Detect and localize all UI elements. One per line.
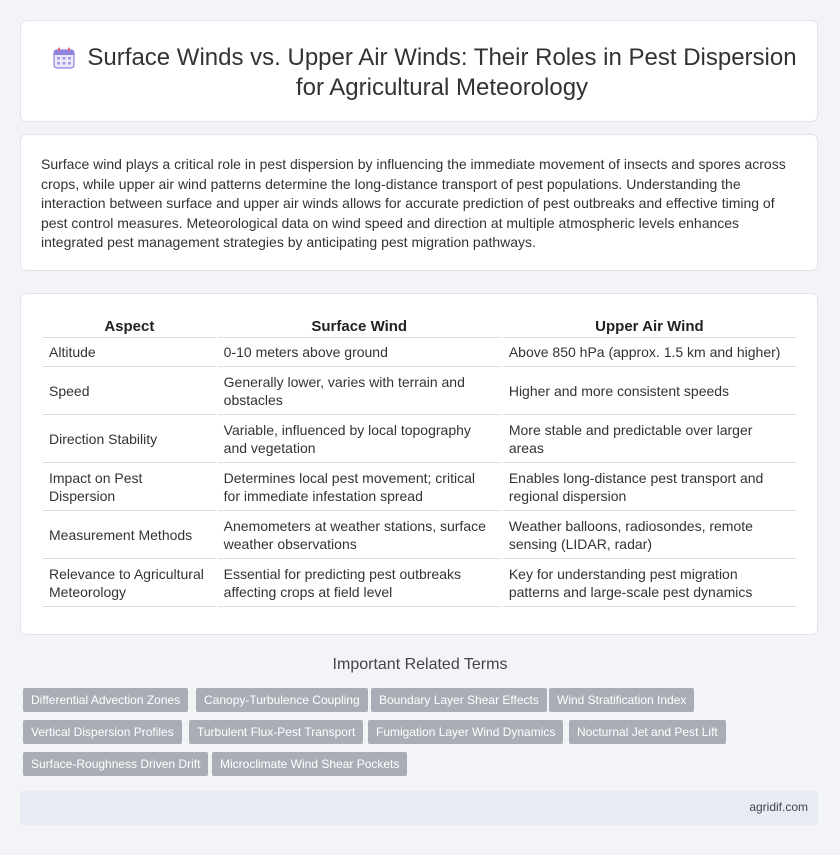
cell-aspect: Measurement Methods: [43, 511, 216, 559]
header-aspect: Aspect: [43, 314, 216, 338]
term-tag[interactable]: Canopy-Turbulence Coupling: [196, 688, 368, 712]
term-tag[interactable]: Fumigation Layer Wind Dynamics: [368, 720, 563, 744]
cell-upper: More stable and predictable over larger areas: [503, 415, 796, 463]
table-row: [43, 415, 796, 463]
cell-upper: Above 850 hPa (approx. 1.5 km and higher): [503, 338, 796, 367]
term-tag[interactable]: Surface-Roughness Driven Drift: [23, 752, 208, 776]
cell-aspect: Speed: [43, 367, 216, 415]
term-tag[interactable]: Boundary Layer Shear Effects: [371, 688, 547, 712]
term-tag[interactable]: Turbulent Flux-Pest Transport: [189, 720, 363, 744]
cell-upper: Enables long-distance pest transport and regional dispersion: [503, 463, 796, 511]
term-tag[interactable]: Nocturnal Jet and Pest Lift: [569, 720, 726, 744]
comparison-table: [41, 314, 798, 607]
table-row: [43, 463, 796, 511]
cell-aspect: Relevance to Agricultural Meteorology: [43, 559, 216, 607]
table-row: [43, 338, 796, 367]
table-row: [43, 559, 796, 607]
cell-aspect: Direction Stability: [43, 415, 216, 463]
term-tag[interactable]: Vertical Dispersion Profiles: [23, 720, 182, 744]
cell-surface: Anemometers at weather stations, surface weather observations: [218, 511, 501, 559]
table-header-row: [43, 314, 796, 338]
header-surface-wind: Surface Wind: [218, 314, 501, 338]
table-row: [43, 511, 796, 559]
term-tag[interactable]: Microclimate Wind Shear Pockets: [212, 752, 407, 776]
comparison-table-card: [20, 293, 818, 635]
cell-surface: Variable, influenced by local topography and vegetation: [218, 415, 501, 463]
cell-surface: 0-10 meters above ground: [218, 338, 501, 367]
cell-upper: Higher and more consistent speeds: [503, 367, 796, 415]
related-terms-title: Important Related Terms: [332, 656, 508, 673]
term-tag[interactable]: Differential Advection Zones: [23, 688, 188, 712]
calendar-icon: [53, 47, 75, 69]
cell-aspect: Altitude: [43, 338, 216, 367]
term-tag[interactable]: Wind Stratification Index: [549, 688, 694, 712]
footer: [20, 791, 818, 825]
cell-surface: Generally lower, varies with terrain and obstacles: [218, 367, 501, 415]
cell-surface: Essential for predicting pest outbreaks affecting crops at field level: [218, 559, 501, 607]
cell-aspect: Impact on Pest Dispersion: [43, 463, 216, 511]
title-card: [20, 20, 818, 122]
cell-upper: Weather balloons, radiosondes, remote sensing (LIDAR, radar): [503, 511, 796, 559]
cell-upper: Key for understanding pest migration patterns and large-scale pest dynamics: [503, 559, 796, 607]
footer-site: agridif.com: [749, 800, 808, 814]
intro-paragraph: Surface wind plays a critical role in pest dispersion by influencing the immediate movement of insects and spores across crops, while upper air wind patterns determine the long-distance transport of pest populations. Understanding the interaction between surface and upper air winds allows for accurate prediction of pest outbreaks and effective timing of pest control measures. Meteorological data on wind speed and direction at multiple atmospheric levels enhances integrated pest management strategies by anticipating pest migration pathways.: [41, 156, 786, 250]
page-title: Surface Winds vs. Upper Air Winds: Their Roles in Pest Dispersion for Agricultural Meteorology: [87, 44, 797, 101]
cell-surface: Determines local pest movement; critical for immediate infestation spread: [218, 463, 501, 511]
intro-card: [20, 134, 818, 271]
table-row: [43, 367, 796, 415]
header-upper-air-wind: Upper Air Wind: [503, 314, 796, 338]
